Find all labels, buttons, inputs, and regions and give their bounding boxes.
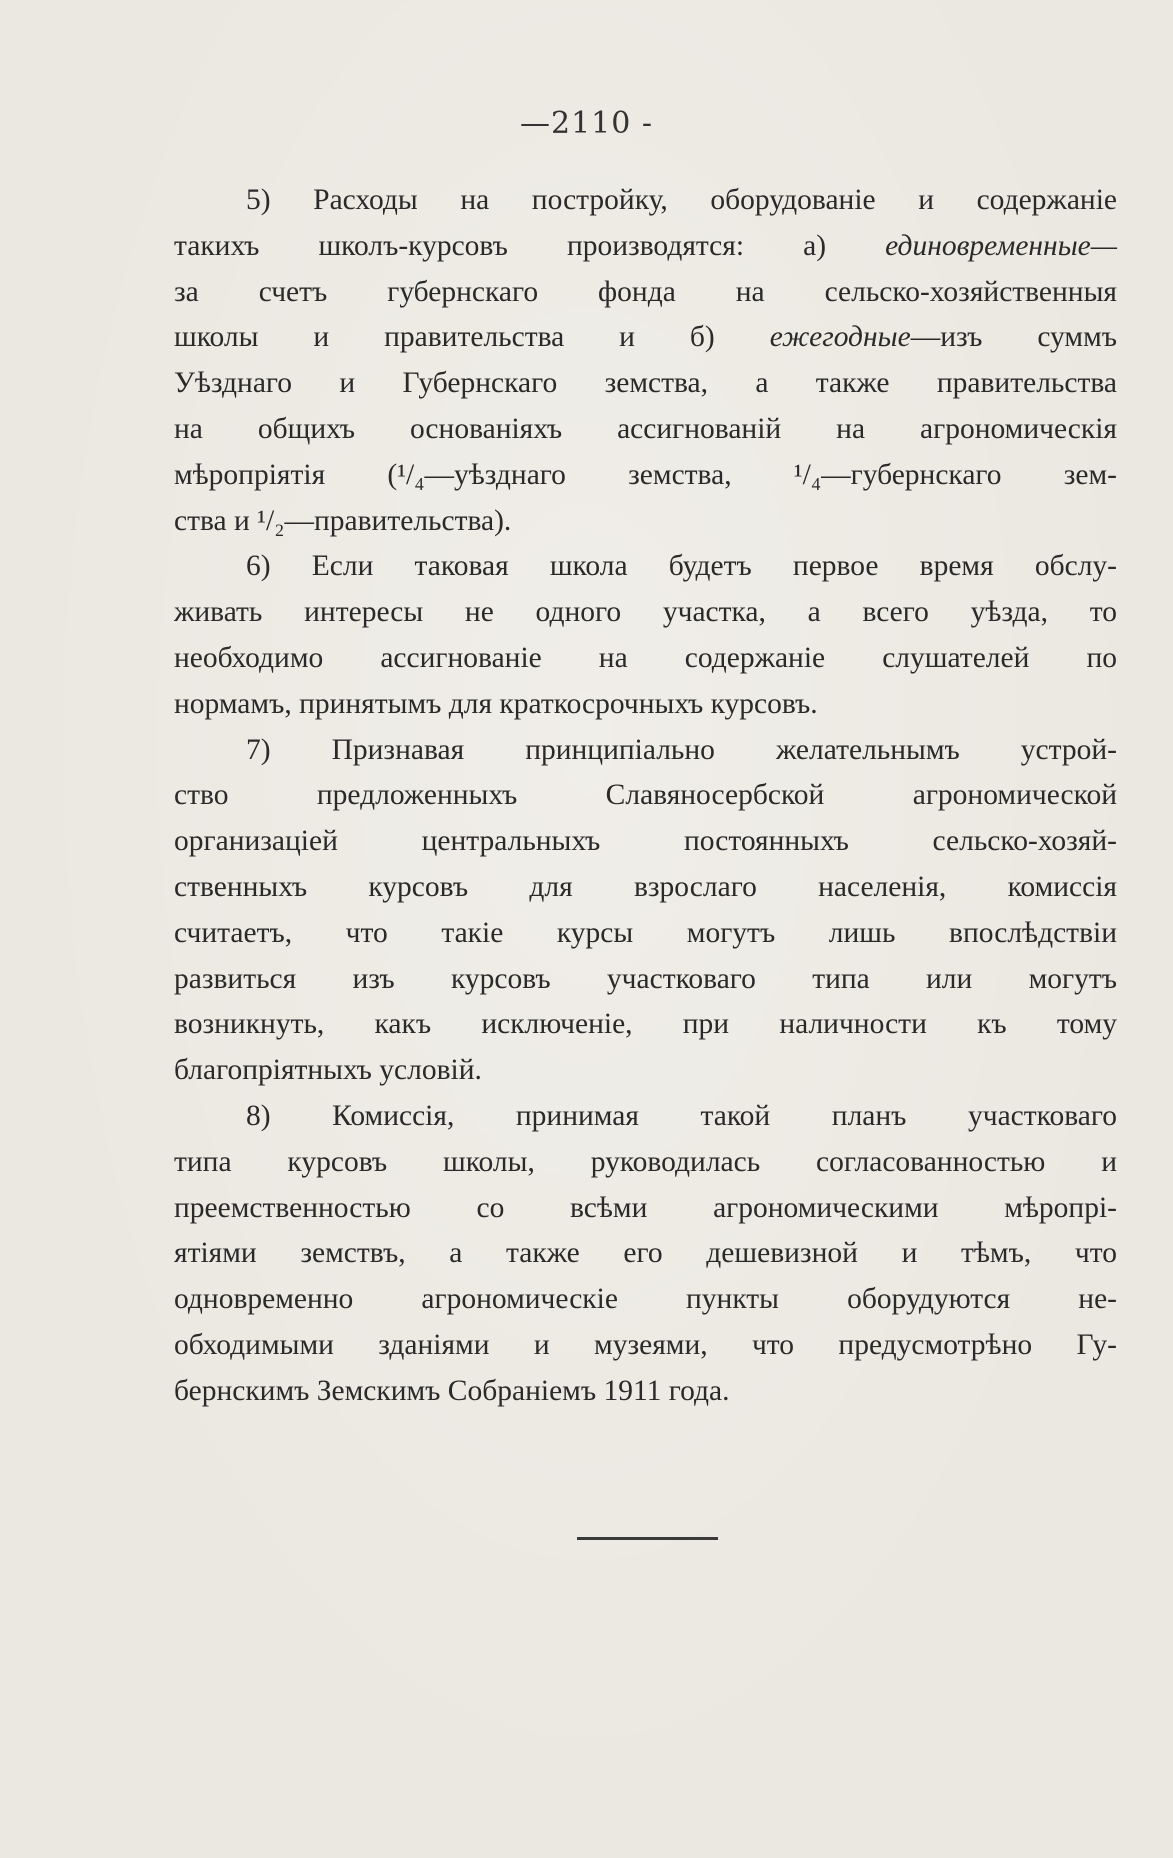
- para5-italic-annual: ежегодные: [769, 321, 911, 354]
- paragraph-7: [174, 728, 1117, 1094]
- para6-line1: 6) Если таковая школа будетъ первое время обслу-: [246, 550, 1117, 583]
- para5-line1: 5) Расходы на постройку, оборудованіе и содержаніе: [246, 184, 1117, 216]
- para6-line4: нормамъ, принятымъ для краткосрочныхъ курсовъ.: [174, 687, 818, 720]
- para5-line5: Уѣзднаго и Губернскаго земства, а также правительства: [174, 367, 1117, 400]
- paragraph-5: [174, 178, 1117, 544]
- page-number: —2110 -: [519, 106, 654, 141]
- para8-line5: одновременно агрономическіе пункты оборудуются не-: [174, 1283, 1117, 1316]
- para5-line4-tail: —изъ суммъ: [910, 321, 1117, 354]
- main-text: [174, 178, 1117, 1415]
- para7-line6: развиться изъ курсовъ участковаго типа или могутъ: [174, 962, 1117, 995]
- para5-line7: мѣропріятія (¹/₄—уѣзднаго земства, ¹/₄—губернскаго зем-: [174, 458, 1117, 491]
- para8-line3: преемственностью со всѣми агрономическими мѣропрі-: [174, 1191, 1117, 1224]
- para5-line3: за счетъ губернскаго фонда на сельско-хозяйственныя: [174, 275, 1117, 308]
- para6-line3: необходимо ассигнованіе на содержаніе слушателей по: [174, 641, 1117, 674]
- para7-line1: 7) Признавая принципіально желательнымъ устрой-: [246, 733, 1117, 766]
- section-divider: [577, 1537, 718, 1540]
- para8-line7: бернскимъ Земскимъ Собраніемъ 1911 года.: [174, 1374, 730, 1407]
- para6-line2: живать интересы не одного участка, а всего уѣзда, то: [174, 596, 1117, 629]
- para5-line4: школы и правительства и б): [174, 321, 770, 354]
- para8-line4: ятіями земствъ, а также его дешевизной и тѣмъ, что: [174, 1237, 1117, 1270]
- para7-line2: ство предложенныхъ Славяносербской агрономической: [174, 779, 1117, 812]
- para7-line5: считаетъ, что такіе курсы могутъ лишь впослѣдствіи: [174, 916, 1117, 949]
- para8-line1: 8) Комиссія, принимая такой планъ участковаго: [246, 1099, 1117, 1132]
- para7-line8: благопріятныхъ условій.: [174, 1054, 482, 1087]
- paragraph-6: [174, 544, 1117, 727]
- para7-line7: возникнуть, какъ исключеніе, при наличности къ тому: [174, 1008, 1117, 1041]
- para5-line6: на общихъ основаніяхъ ассигнованій на агрономическія: [174, 412, 1117, 445]
- para5-italic-one-time: единовременные—: [885, 229, 1117, 262]
- para7-line3: организаціей центральныхъ постоянныхъ сельско-хозяй-: [174, 825, 1117, 858]
- para7-line4: ственныхъ курсовъ для взрослаго населенія, комиссія: [174, 870, 1117, 903]
- para8-line6: обходимыми зданіями и музеями, что предусмотрѣно Гу-: [174, 1328, 1117, 1361]
- para5-line2: такихъ школъ-курсовъ производятся: а): [174, 229, 886, 262]
- para8-line2: типа курсовъ школы, руководилась согласованностью и: [174, 1145, 1117, 1178]
- para5-line8: ства и ¹/₂—правительства).: [174, 504, 512, 537]
- paragraph-8: [174, 1094, 1117, 1415]
